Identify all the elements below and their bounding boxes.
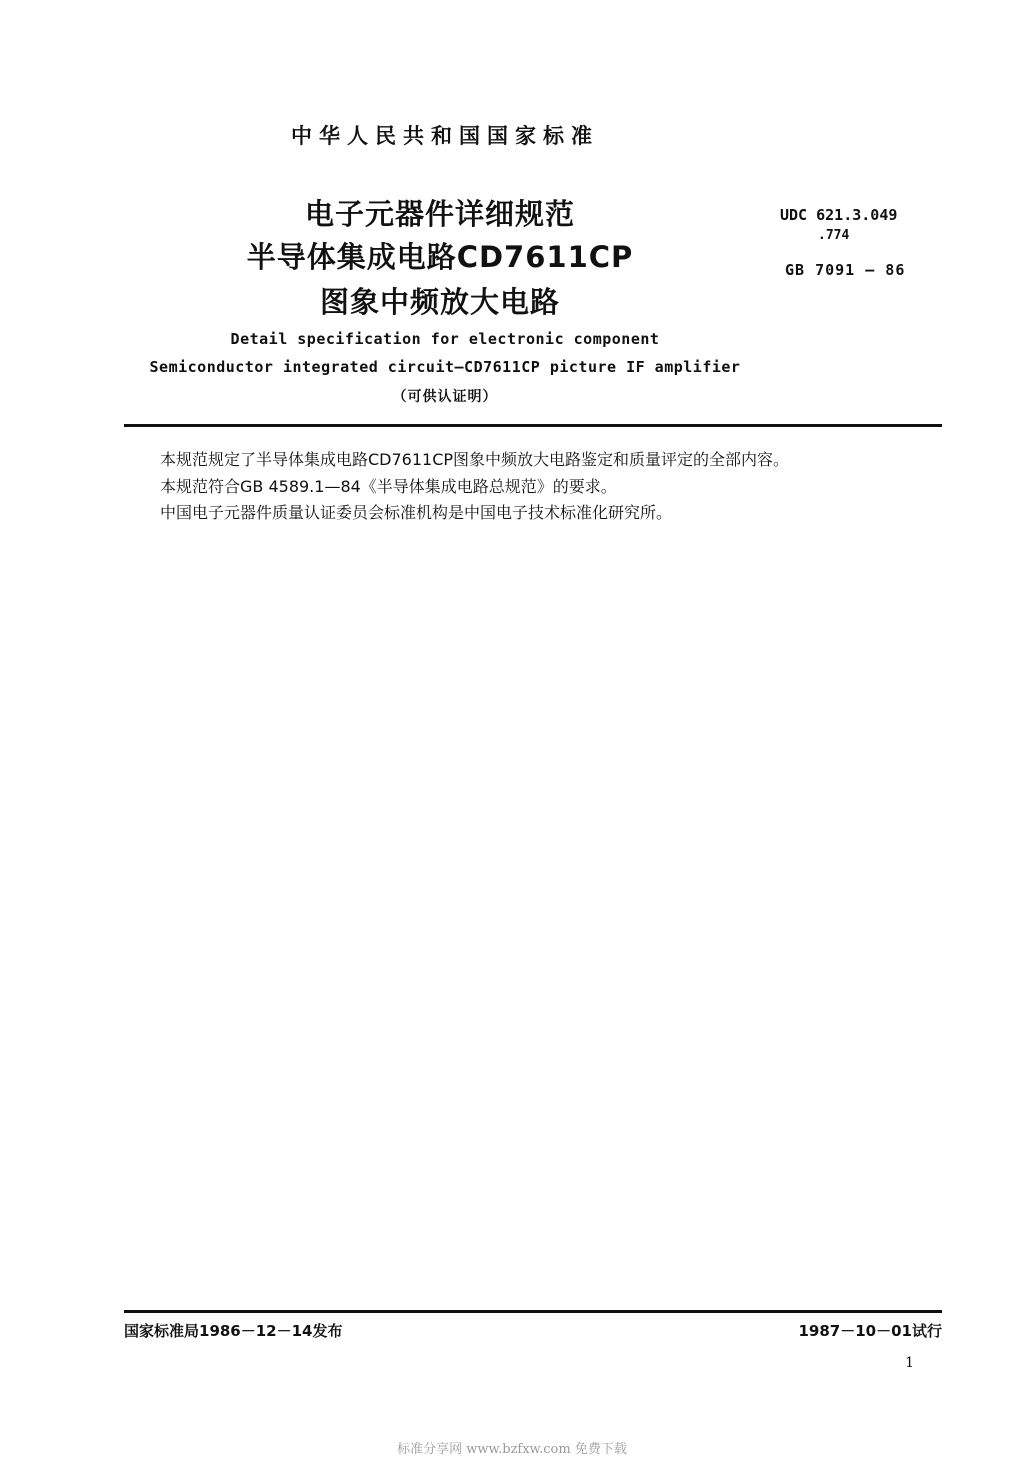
gb-code: GB 7091 — 86	[785, 261, 906, 279]
body-paragraph-3: 中国电子元器件质量认证委员会标准机构是中国电子技术标准化研究所。	[160, 503, 673, 522]
title-line-2: 半导体集成电路CD7611CP	[246, 240, 634, 274]
issue-date: 国家标准局1986－12－14发布	[124, 1322, 343, 1340]
english-title-line-2: Semiconductor integrated circuit—CD7611CP picture IF amplifier	[149, 358, 741, 376]
bottom-divider	[124, 1310, 942, 1313]
top-divider	[124, 424, 942, 427]
udc-code-continuation: .774	[818, 228, 850, 243]
body-paragraph-2: 本规范符合GB 4589.1—84《半导体集成电路总规范》的要求。	[160, 477, 617, 496]
effective-date: 1987－10－01试行	[798, 1322, 942, 1340]
page-number: 1	[905, 1355, 914, 1371]
english-title-line-1: Detail specification for electronic component	[230, 330, 660, 348]
udc-code: UDC 621.3.049	[780, 206, 898, 224]
title-line-1: 电子元器件详细规范	[304, 197, 575, 231]
title-line-3: 图象中频放大电路	[319, 285, 560, 319]
certification-note: （可供认证明）	[392, 389, 498, 405]
watermark-text: 标准分享网 www.bzfxw.com 免费下载	[397, 1442, 627, 1457]
body-paragraph-1: 本规范规定了半导体集成电路CD7611CP图象中频放大电路鉴定和质量评定的全部内容。	[160, 450, 790, 469]
national-standard-header: 中华人民共和国国家标准	[291, 124, 599, 148]
